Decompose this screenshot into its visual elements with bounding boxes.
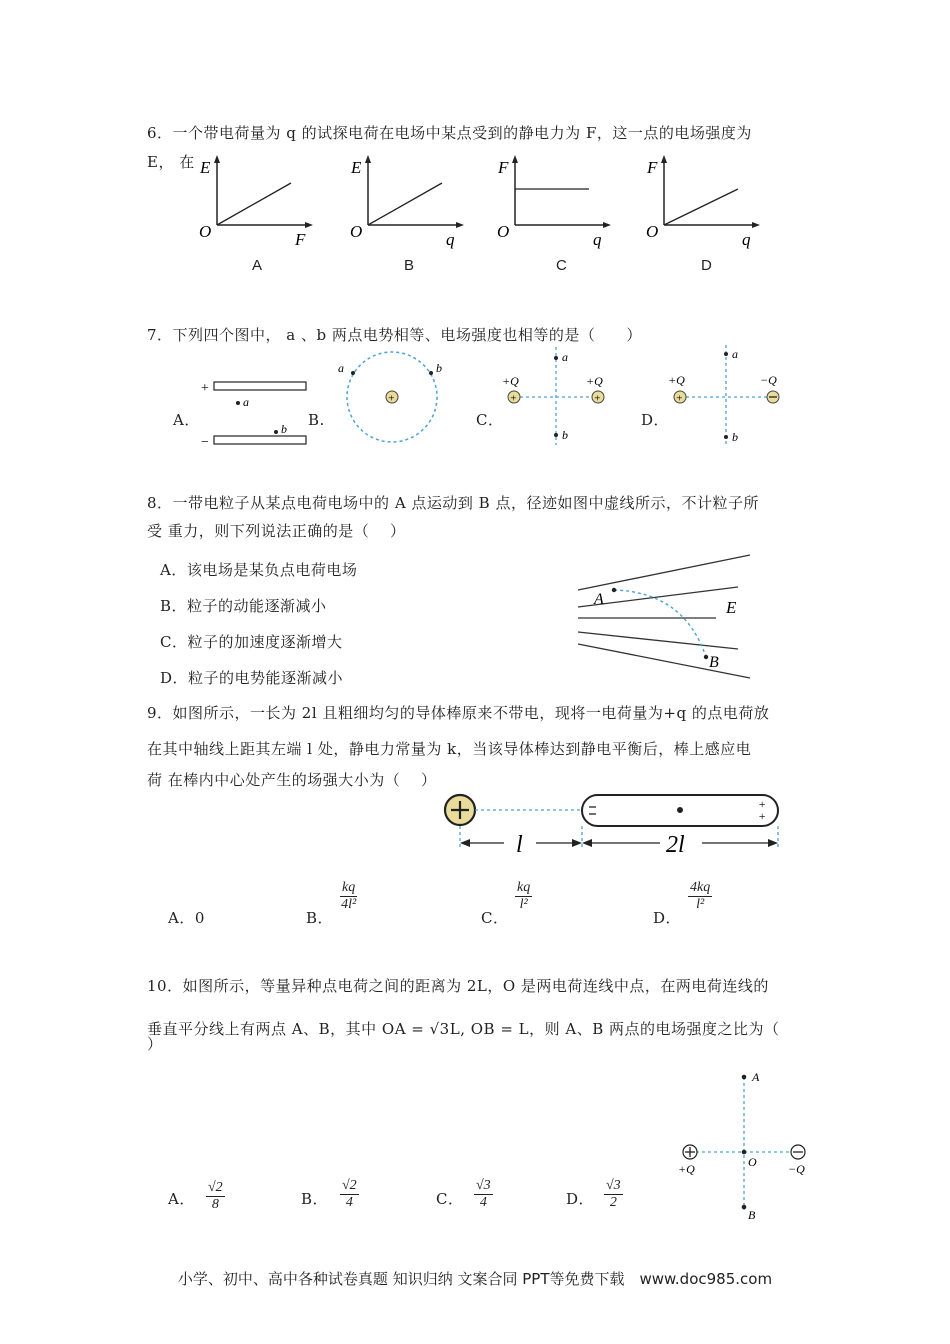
svg-text:q: q <box>742 230 751 249</box>
q10-option-a-prefix[interactable]: A． <box>168 1190 195 1208</box>
q6-option-a[interactable]: A <box>252 257 263 274</box>
svg-text:F: F <box>647 158 658 177</box>
q6-graph-a <box>195 155 315 249</box>
q8-option-a[interactable]: A．该电场是某负点电荷电场 <box>160 561 358 579</box>
svg-text:+Q: +Q <box>678 1162 695 1176</box>
q9-option-c-prefix[interactable]: C． <box>481 909 509 927</box>
svg-text:a: a <box>732 347 738 361</box>
svg-text:−Q: −Q <box>788 1162 805 1176</box>
svg-text:+: + <box>593 392 601 405</box>
svg-text:+: + <box>758 797 767 811</box>
q8-option-c[interactable]: C．粒子的加速度逐渐增大 <box>160 633 343 651</box>
svg-text:q: q <box>446 230 455 249</box>
q10-option-c-fraction[interactable]: $\frac{√3}{4}$ <box>476 1178 491 1210</box>
svg-text:A: A <box>594 591 604 608</box>
svg-text:a: a <box>243 395 249 409</box>
svg-text:l: l <box>516 832 523 858</box>
q9-rod-figure <box>440 790 785 860</box>
svg-text:A: A <box>752 1070 760 1084</box>
svg-text:a: a <box>562 350 568 364</box>
q10-dipole-figure <box>676 1065 811 1225</box>
svg-text:b: b <box>732 430 738 444</box>
q8-stem-line1: 8．一带电粒子从某点电荷电场中的 A 点运动到 B 点，径迹如图中虚线所示，不计粒子所 <box>147 494 759 512</box>
q8-option-d[interactable]: D．粒子的电势能逐渐减小 <box>160 669 344 687</box>
q10-option-b-prefix[interactable]: B． <box>301 1190 329 1208</box>
q6-option-d[interactable]: D <box>701 257 712 274</box>
svg-text:b: b <box>436 361 442 375</box>
q9-stem-line3: 荷 在棒内中心处产生的场强大小为（ ） <box>147 771 437 789</box>
q9-stem-line2: 在其中轴线上距其左端 l 处，静电力常量为 k，当该导体棒达到静电平衡后，棒上感应电 <box>147 740 752 758</box>
q7-option-c[interactable]: C． <box>476 411 504 429</box>
q7-fig-c-like-charges <box>500 345 620 450</box>
svg-text:E: E <box>726 598 737 617</box>
q8-stem-line2: 受 重力，则下列说法正确的是（ ） <box>147 522 406 540</box>
svg-text:+: + <box>387 392 395 405</box>
q6-option-b[interactable]: B <box>404 257 415 274</box>
q6-stem-line2: E， 在 <box>147 153 195 171</box>
svg-text:B: B <box>709 654 719 671</box>
q6-graph-c <box>493 155 613 249</box>
q10-stem-line1: 10．如图所示，等量异种点电荷之间的距离为 2L，O 是两电荷连线中点，在两电荷连线的 <box>147 977 769 995</box>
q8-field-lines-figure <box>574 552 754 682</box>
q10-option-d-prefix[interactable]: D． <box>566 1190 595 1208</box>
q9-stem-line1: 9．如图所示，一长为 2l 且粗细均匀的导体棒原来不带电，现将一电荷量为+q 的点电荷放 <box>147 704 770 722</box>
svg-text:a: a <box>338 361 344 375</box>
svg-text:E: E <box>351 158 362 177</box>
svg-text:−Q: −Q <box>760 373 777 387</box>
q7-stem: 7．下列四个图中， a 、b 两点电势相等、电场强度也相等的是（ ） <box>147 326 642 344</box>
q7-fig-a-plates <box>200 378 315 453</box>
svg-text:+Q: +Q <box>502 374 519 388</box>
q10-option-b-fraction[interactable]: $\frac{√2}{4}$ <box>342 1178 357 1210</box>
svg-text:+: + <box>758 809 767 823</box>
svg-text:q: q <box>593 230 602 249</box>
q9-option-d-fraction[interactable]: $\frac{4kq}{\text{l²}}$ <box>690 880 711 912</box>
svg-text:O: O <box>748 1155 757 1169</box>
svg-text:+Q: +Q <box>668 373 685 387</box>
svg-text:B: B <box>748 1208 756 1222</box>
q7-option-a[interactable]: A． <box>173 411 200 429</box>
q9-option-b-prefix[interactable]: B． <box>306 909 334 927</box>
svg-text:+: + <box>675 392 683 405</box>
q10-stem-line2: 垂直平分线上有两点 A、B，其中 OA = √3L, OB = L，则 A、B 两点的电场强度之比为（ <box>147 1020 780 1038</box>
q7-option-b[interactable]: B. <box>308 411 325 429</box>
q7-fig-b-circle <box>335 355 455 455</box>
svg-text:+: + <box>509 392 517 405</box>
q10-option-a-fraction[interactable]: $\frac{√2}{8}$ <box>208 1180 223 1212</box>
q9-option-d-prefix[interactable]: D． <box>653 909 682 927</box>
q10-stem-line3: ） <box>147 1035 163 1053</box>
q7-option-d[interactable]: D． <box>641 411 670 429</box>
q6-graph-b <box>346 155 466 249</box>
svg-text:2l: 2l <box>666 832 685 858</box>
q6-a-origin: O <box>199 222 212 241</box>
svg-text:+Q: +Q <box>586 374 603 388</box>
svg-text:−: − <box>200 435 210 450</box>
svg-text:b: b <box>281 422 287 436</box>
q6-a-xaxis: F <box>295 230 306 249</box>
svg-text:+: + <box>200 381 210 396</box>
q7-fig-d-opposite-charges <box>668 343 793 450</box>
svg-text:b: b <box>562 428 568 442</box>
q6-a-yaxis: E <box>200 158 211 177</box>
svg-text:O: O <box>350 222 363 241</box>
svg-text:O: O <box>646 222 659 241</box>
q10-option-d-fraction[interactable]: $\frac{√3}{2}$ <box>606 1178 621 1210</box>
svg-text:O: O <box>497 222 510 241</box>
q6-option-c[interactable]: C <box>556 257 567 274</box>
q8-option-b[interactable]: B．粒子的动能逐渐减小 <box>160 597 327 615</box>
q9-option-c-fraction[interactable]: $\frac{kq}{\text{l²}}$ <box>517 880 531 912</box>
q9-option-a[interactable]: A．0 <box>168 909 205 927</box>
q6-graph-d <box>642 155 762 249</box>
q10-option-c-prefix[interactable]: C． <box>436 1190 464 1208</box>
page-footer: 小学、初中、高中各种试卷真题 知识归纳 文案合同 PPT等免费下载 www.doc985.com <box>177 1270 773 1288</box>
q6-stem-line1: 6．一个带电荷量为 q 的试探电荷在电场中某点受到的静电力为 F，这一点的电场强度为 <box>147 124 752 142</box>
svg-text:F: F <box>498 158 509 177</box>
q9-option-b-fraction[interactable]: $\frac{kq}{\text{4l²}}$ <box>341 880 357 912</box>
